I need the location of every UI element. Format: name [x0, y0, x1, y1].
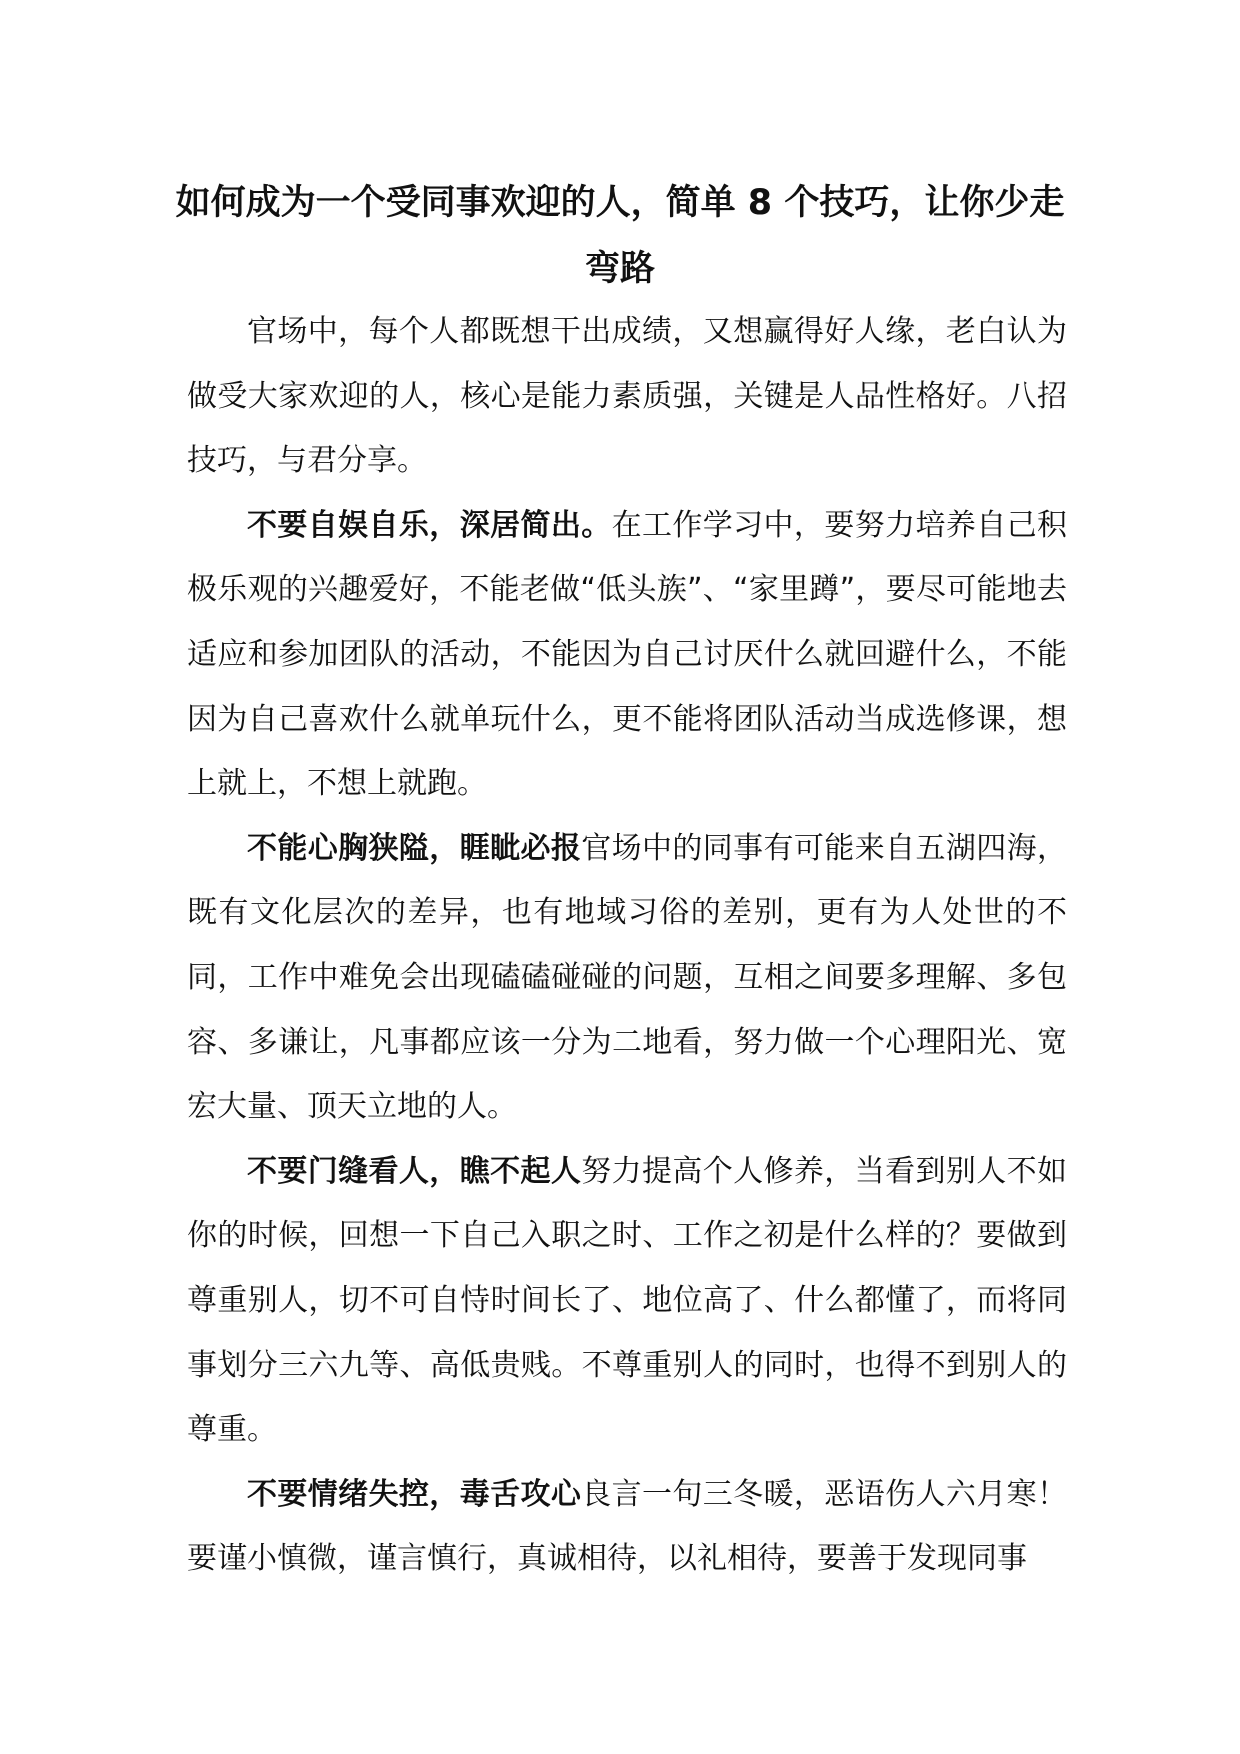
paragraph-tip-1 — [187, 494, 1067, 817]
paragraph-heading: 不要自娱自乐，深居简出。 — [247, 507, 612, 543]
paragraph-tip-4 — [187, 1463, 1067, 1592]
paragraph-tip-3 — [187, 1140, 1067, 1463]
paragraph-text: 努力提高个人修养，当看到别人不如你的时候，回想一下自己入职之时、工作之初是什么样的？要做到尊重别人，切不可自恃时间长了、地位高了、什么都懂了，而将同事划分三六九等、高低贵贱。不尊重别人的同时，也得不到别人的尊重。 — [187, 1153, 1068, 1448]
document-title: 如何成为一个受同事欢迎的人，简单 8 个技巧，让你少走弯路 — [175, 183, 1065, 289]
paragraph-intro — [187, 300, 1067, 494]
document-body — [187, 300, 1067, 1592]
paragraph-heading: 不要门缝看人，瞧不起人 — [247, 1153, 582, 1189]
paragraph-text: 官场中的同事有可能来自五湖四海，既有文化层次的差异，也有地域习俗的差别，更有为人处世的不同，工作中难免会出现磕磕碰碰的问题，互相之间要多理解、多包容、多谦让，凡事都应该一分为二地看，努力做一个心理阳光、宽宏大量、顶天立地的人。 — [187, 830, 1068, 1125]
paragraph-text: 在工作学习中，要努力培养自己积极乐观的兴趣爱好，不能老做“低头族”、“家里蹲”，要尽可能地去适应和参加团队的活动，不能因为自己讨厌什么就回避什么，不能因为自己喜欢什么就单玩什么，更不能将团队活动当成选修课，想上就上，不想上就跑。 — [187, 507, 1068, 802]
paragraph-heading: 不能心胸狭隘，睚眦必报 — [247, 830, 582, 866]
paragraph-tip-2 — [187, 817, 1067, 1140]
paragraph-text: 良言一句三冬暖，恶语伤人六月寒！要谨小慎微，谨言慎行，真诚相待，以礼相待，要善于发现同事 — [187, 1476, 1068, 1577]
paragraph-text: 官场中，每个人都既想干出成绩，又想赢得好人缘，老白认为做受大家欢迎的人，核心是能力素质强，关键是人品性格好。八招技巧，与君分享。 — [187, 314, 1067, 479]
paragraph-heading: 不要情绪失控，毒舌攻心 — [247, 1476, 582, 1512]
